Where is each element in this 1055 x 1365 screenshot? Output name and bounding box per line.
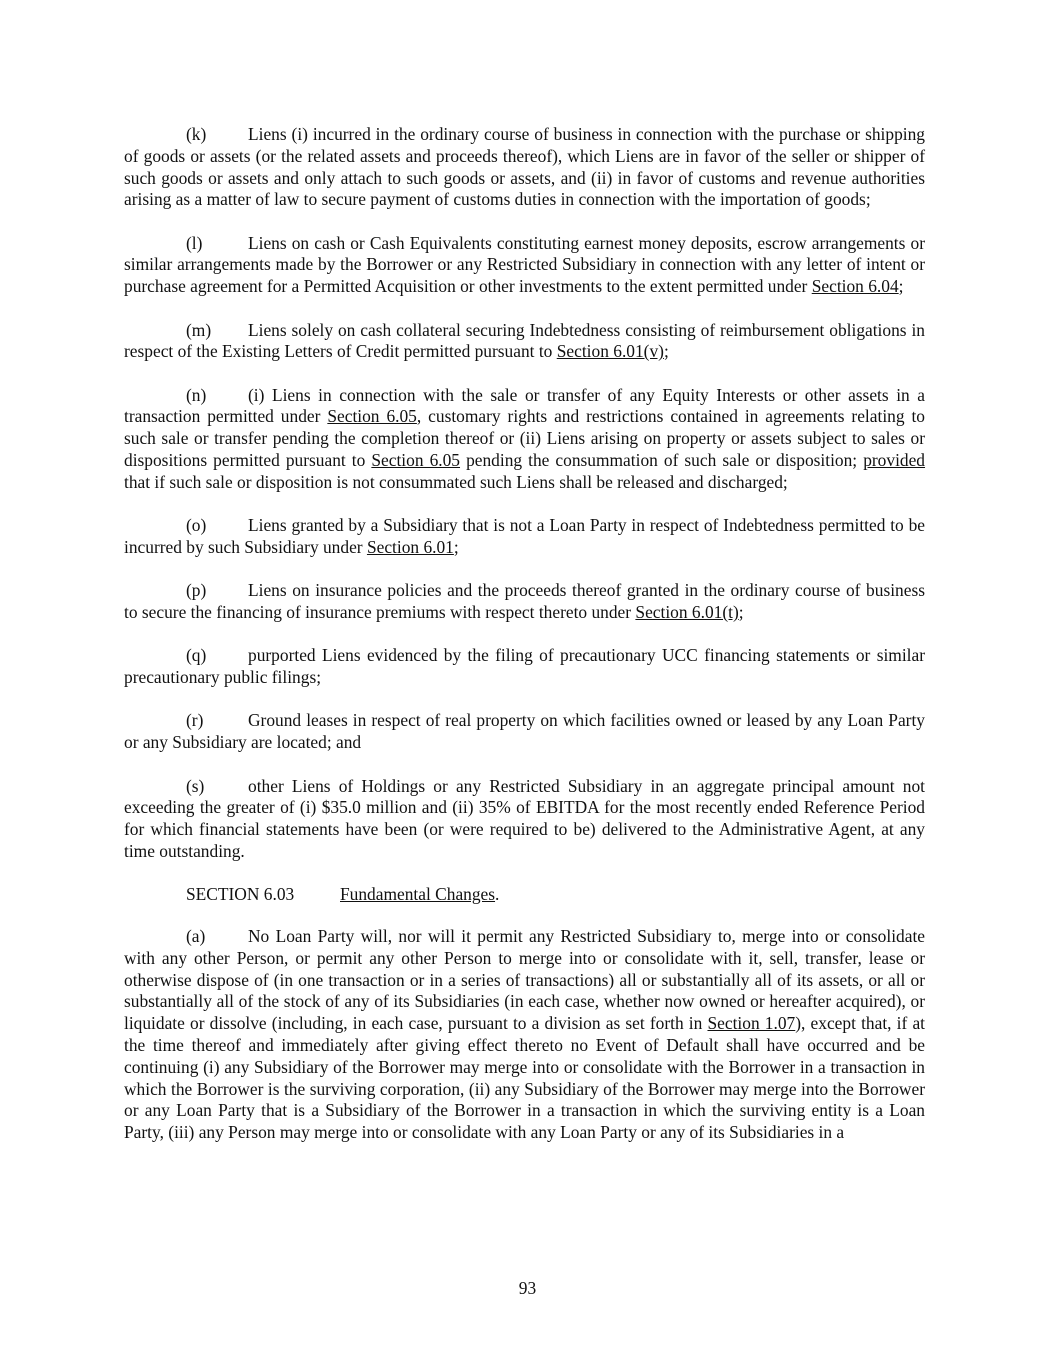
paragraph-text: Liens on insurance policies and the proceeds thereof granted in the ordinary course of business to secure the financing of insurance premiums with respect thereto under [124, 580, 925, 623]
paragraph-text: Liens granted by a Subsidiary that is not a Loan Party in respect of Indebtedness permitted to be incurred by such Subsidiary under [124, 515, 925, 557]
paragraph-text: ; [898, 276, 904, 297]
paragraph-label: (l) [186, 232, 203, 253]
paragraph-label: (k) [186, 124, 207, 144]
section-title: Fundamental Changes [340, 884, 496, 905]
paragraph-l [124, 233, 925, 298]
paragraph-text: ; [453, 536, 459, 557]
paragraph-text: Liens (i) incurred in the ordinary course of business in connection with the purchase or shipping of goods or assets (or the related assets and proceeds thereof), which Liens are in favor of the seller or shipper of such goods or assets and only attach to such goods or assets, and (ii) in favor of customs and revenue authorities arising as a matter of law to secure payment of customs duties in connection with the importation of goods; [124, 124, 925, 210]
paragraph-label: (n) [186, 384, 207, 405]
paragraph-k [124, 124, 925, 211]
document-page [124, 124, 925, 1165]
section-heading [124, 884, 925, 906]
section-number: SECTION 6.03 [186, 884, 295, 905]
paragraph-label: (r) [186, 710, 204, 731]
page-number: 93 [518, 1278, 537, 1298]
section-reference: Section 6.05 [371, 450, 461, 471]
proviso-term: provided [863, 450, 926, 471]
paragraph-section-a [124, 926, 925, 1144]
paragraph-q [124, 645, 925, 689]
paragraph-text: ), except that, if at the time thereof and immediately after giving effect thereto no Event of Default shall have occurred and be continuing (i) any Subsidiary of the Borrower may merge into or consolidate with the Borrower in a transaction in which the Borrower is the surviving corporation, (ii) any Subsidiary of the Borrower may merge into the Borrower or any Loan Party that is a Subsidiary of the Borrower in a transaction in which the surviving entity is a Loan Party, (iii) any Person may merge into or consolidate with any Loan Party or any of its Subsidiaries in a [124, 1013, 925, 1143]
paragraph-label: (o) [186, 515, 207, 536]
paragraph-text: pending the consummation of such sale or disposition; [460, 450, 864, 471]
section-reference: Section 6.01(v) [556, 341, 664, 362]
paragraph-label: (q) [186, 645, 207, 666]
paragraph-s [124, 776, 925, 863]
paragraph-text: No Loan Party will, nor will it permit any Restricted Subsidiary to, merge into or consolidate with any other Person, or permit any other Person to merge into or consolidate with it, sell, transfer, lease or otherwise dispose of (in one transaction or in a series of transactions) all or substantially all of its assets, or all or substantially all of the stock of any of its Subsidiaries (in each case, whether now owned or hereafter acquired), or liquidate or dissolve (including, in each case, pursuant to a division as set forth in [124, 926, 925, 1034]
section-reference: Section 6.04 [811, 276, 899, 297]
paragraph-r [124, 710, 925, 754]
paragraph-text: purported Liens evidenced by the filing of precautionary UCC financing statements or similar precautionary public filings; [124, 645, 925, 688]
paragraph-label: (a) [186, 926, 206, 947]
paragraph-text: ; [738, 602, 744, 623]
paragraph-label: (m) [186, 319, 212, 340]
section-reference: Section 6.05 [327, 406, 417, 427]
paragraph-text: Liens solely on cash collateral securing Indebtedness consisting of reimbursement obligations in respect of the Existing Letters of Credit permitted pursuant to [124, 319, 925, 362]
section-reference: Section 1.07 [707, 1013, 796, 1034]
section-title-period: . [495, 884, 500, 905]
paragraph-label: (s) [186, 775, 205, 796]
paragraph-label: (p) [186, 580, 207, 601]
paragraph-p [124, 580, 925, 624]
paragraph-m [124, 320, 925, 364]
paragraph-text: (i) Liens in connection with the sale or transfer of any Equity Interests or other assets in a transaction permitted under [124, 384, 925, 427]
paragraph-text: ; [663, 341, 669, 362]
paragraph-n [124, 385, 925, 494]
paragraph-text: that if such sale or disposition is not consummated such Liens shall be released and discharged; [124, 471, 788, 492]
paragraph-text: other Liens of Holdings or any Restricted Subsidiary in an aggregate principal amount not exceeding the greater of (i) $35.0 million and (ii) 35% of EBITDA for the most recently ended Reference Period for which financial statements have been (or were required to be) delivered to the Administrative Agent, at any time outstanding. [124, 775, 925, 861]
section-reference: Section 6.01(t) [635, 602, 739, 623]
paragraph-o [124, 515, 925, 559]
section-reference: Section 6.01 [366, 536, 454, 557]
paragraph-text: Ground leases in respect of real property on which facilities owned or leased by any Loan Party or any Subsidiary are located; and [124, 710, 925, 753]
paragraph-text: Liens on cash or Cash Equivalents constituting earnest money deposits, escrow arrangements or similar arrangements made by the Borrower or any Restricted Subsidiary in connection with any letter of intent or purchase agreement for a Permitted Acquisition or other investments to the extent permitted under [124, 232, 925, 297]
paragraph-text: , customary rights and restrictions contained in agreements relating to such sale or transfer pending the completion thereof or (ii) Liens arising on property or assets subject to sales or dispositions permitted pursuant to [124, 406, 925, 471]
